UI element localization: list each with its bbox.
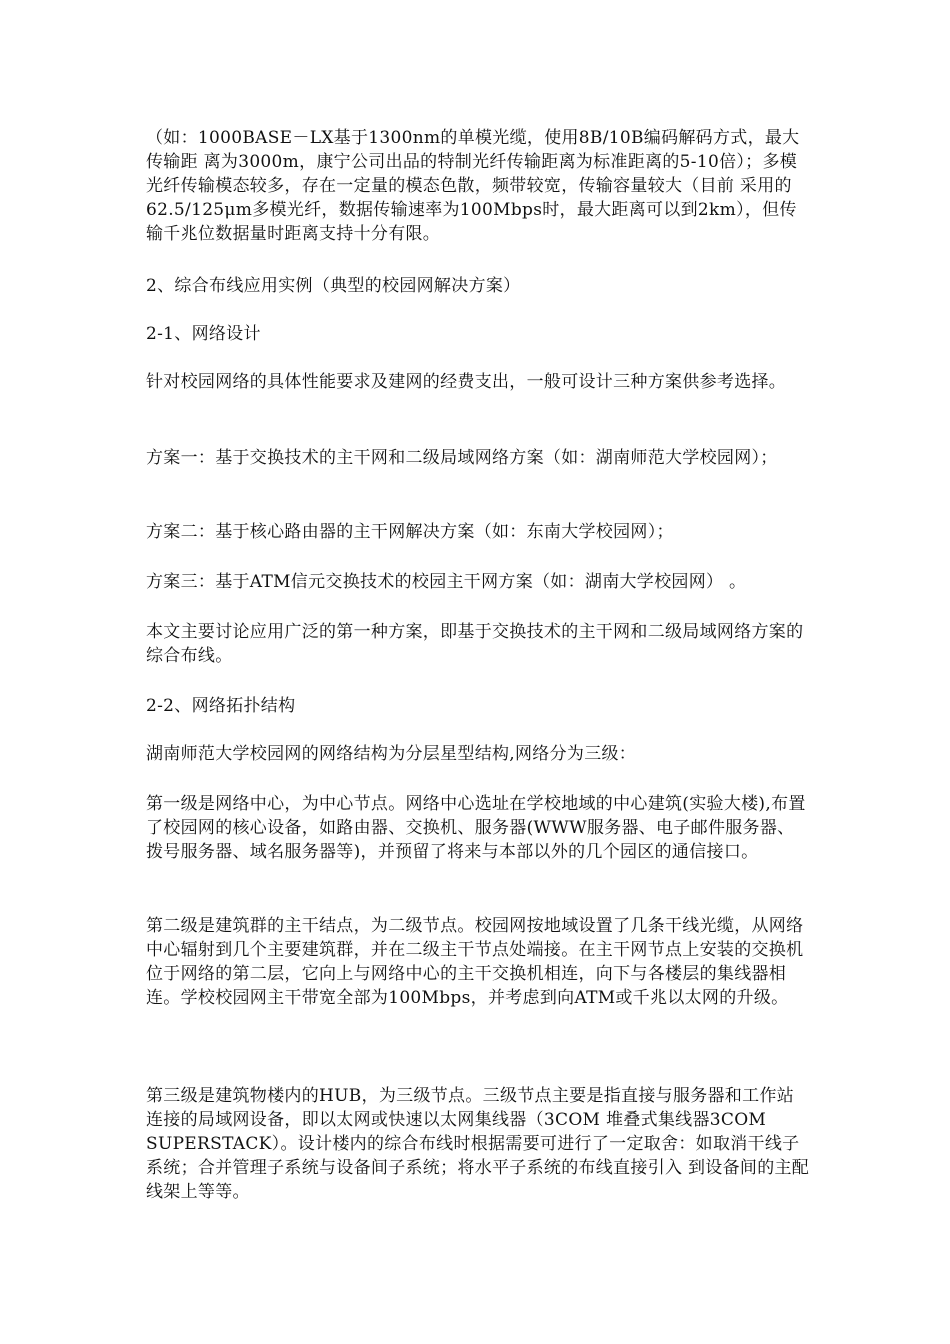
paragraph-plan-one: 方案一：基于交换技术的主干网和二级局域网络方案（如：湖南师范大学校园网）； [146, 448, 778, 468]
paragraph-level-one: 第一级是网络中心，为中心节点。网络中心选址在学校地域的中心建筑(实验大楼),布置了校园网的核心设备，如路由器、交换机、服务器(WWW服务器、电子邮件服务器、拨号服务器、域名服务器等)，并预留了将来与本部以外的几个园区的通信接口。 [146, 794, 806, 862]
paragraph-level-two: 第二级是建筑群的主干结点，为二级节点。校园网按地域设置了几条干线光缆，从网络中心辐射到几个主要建筑群，并在二级主干节点处端接。在主干网节点上安装的交换机位于网络的第二层，它向上与网络中心的主干交换机相连，向下与各楼层的集线器相连。学校校园网主干带宽全部为100Mbps，并考虑到向ATM或千兆以太网的升级。 [146, 916, 804, 1008]
paragraph-level-three: 第三级是建筑物楼内的HUB，为三级节点。三级节点主要是指直接与服务器和工作站连接的局域网设备，即以太网或快速以太网集线器（3COM 堆叠式集线器3COM SUPERSTACK）。设计楼内的综合布线时根据需要可进行了一定取舍：如取消干线子系统；合并管理子系统与设备间子系统；将水平子系统的布线直接引入 到设备间的主配线架上等等。 [146, 1086, 810, 1202]
subsection-heading-2-1: 2-1、网络设计 [146, 324, 261, 344]
subsection-heading-2-2: 2-2、网络拓扑结构 [146, 696, 296, 716]
paragraph-fiber-comparison: （如：1000BASE－LX基于1300nm的单模光缆，使用8B/10B编码解码方式，最大传输距 离为3000m，康宁公司出品的特制光纤传输距离为标准距离的5-10倍）；多模光纤传输模态较多，存在一定量的模态色散，频带较宽，传输容量较大（目前 采用的62.5/125μm多模光纤，数据传输速率为100Mbps时，最大距离可以到2km），但传输千兆位数据量时距离支持十分有限。 [146, 128, 800, 244]
paragraph-scope: 本文主要讨论应用广泛的第一种方案，即基于交换技术的主干网和二级局域网络方案的综合布线。 [146, 622, 804, 666]
paragraph-topology-intro: 湖南师范大学校园网的网络结构为分层星型结构,网络分为三级： [146, 744, 637, 764]
paragraph-plan-three: 方案三：基于ATM信元交换技术的校园主干网方案（如：湖南大学校园网） 。 [146, 572, 747, 592]
paragraph-plan-two: 方案二：基于核心路由器的主干网解决方案（如：东南大学校园网）； [146, 522, 674, 542]
paragraph-design-intro: 针对校园网络的具体性能要求及建网的经费支出，一般可设计三种方案供参考选择。 [146, 372, 787, 392]
section-heading-2: 2、综合布线应用实例（典型的校园网解决方案） [146, 276, 521, 296]
